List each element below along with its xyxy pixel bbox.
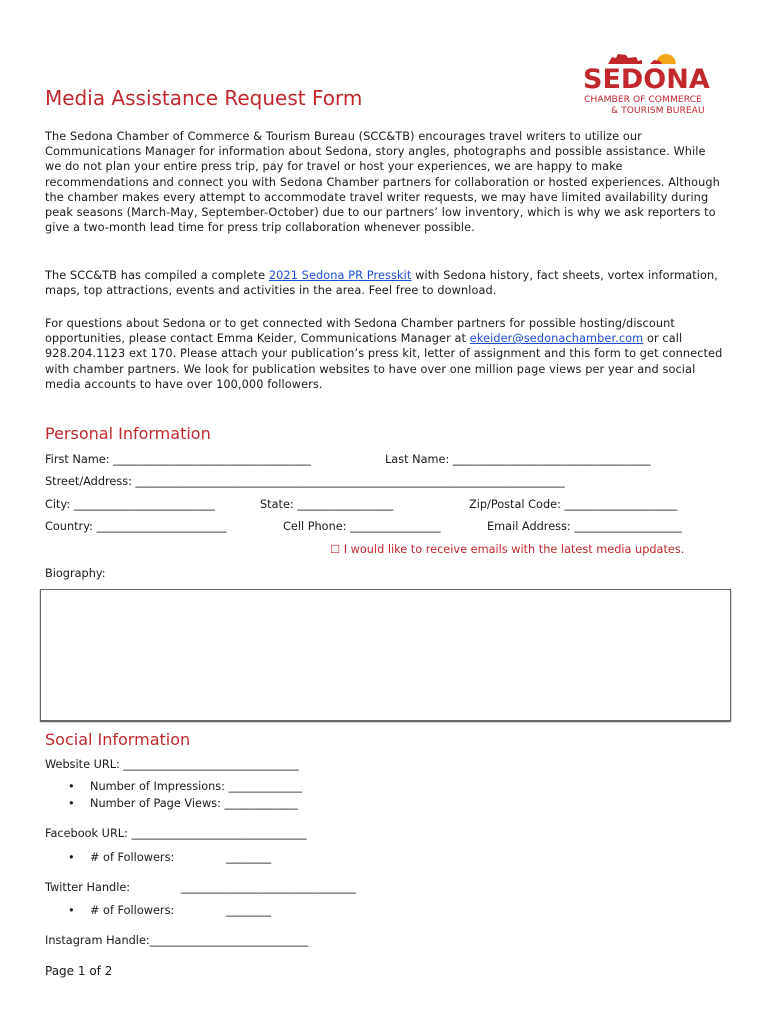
email-address-field[interactable]: Email Address: ___________________: [487, 520, 682, 533]
facebook-url-field[interactable]: Facebook URL: _______________________________: [45, 827, 307, 840]
contact-text-before: For questions about Sedona or to get connected with Sedona Chamber partners for possible hosting/discount opportunities, please contact Emma Keider, Communications Manager at: [45, 317, 675, 346]
page-number: Page 1 of 2: [45, 964, 113, 978]
instagram-handle-field[interactable]: Instagram Handle:____________________________: [45, 934, 308, 947]
cell-phone-field[interactable]: Cell Phone: ________________: [283, 520, 441, 533]
intro-paragraph: The Sedona Chamber of Commerce & Tourism Bureau (SCC&TB) encourages travel writers to utilize our Communications Manager for information about Sedona, story angles, photographs and possible assistance. While we do not plan your entire press trip, pay for travel or host your experiences, we are happy to make recommendations and connect you with Sedona Chamber partners for collaboration or hosted experiences. Although the chamber makes every attempt to accommodate travel writer requests, we may have limited availability during peak seasons (March-May, September-October) due to our partners’ low inventory, which is why we ask reporters to give a two-month lead time for press trip collaboration whenever possible.: [45, 130, 720, 235]
social-info-heading: Social Information: [45, 730, 191, 749]
country-field[interactable]: Country: _______________________: [45, 520, 227, 533]
red-rock-shape: [608, 54, 642, 64]
facebook-followers-label: # of Followers:: [90, 851, 175, 864]
bullet: •: [68, 851, 75, 864]
biography-textarea[interactable]: [40, 589, 731, 721]
logo-graphic: [578, 44, 724, 116]
personal-info-heading: Personal Information: [45, 424, 211, 443]
page-title: Media Assistance Request Form: [45, 86, 363, 110]
twitter-handle-label: Twitter Handle:: [45, 881, 131, 894]
bullet: •: [68, 904, 75, 917]
state-field[interactable]: State: _________________: [260, 498, 394, 511]
biography-label: Biography:: [45, 567, 106, 580]
presskit-text-after: with Sedona history, fact sheets, vortex information, maps, top attractions, events and activities in the area. Feel free to download.: [45, 269, 718, 298]
website-url-field[interactable]: Website URL: _______________________________: [45, 758, 299, 771]
page-views-field[interactable]: Number of Page Views: _____________: [90, 797, 298, 810]
impressions-field[interactable]: Number of Impressions: _____________: [90, 780, 302, 793]
presskit-paragraph: [45, 268, 725, 298]
bullet: •: [68, 797, 75, 810]
contact-paragraph: [45, 316, 725, 392]
logo-line-2: & TOURISM BUREAU: [611, 105, 705, 116]
email-updates-checkbox[interactable]: ☐ I would like to receive emails with the latest media updates.: [330, 543, 685, 556]
last-name-field[interactable]: Last Name: ___________________________________: [385, 453, 651, 466]
contact-email-link[interactable]: ekeider@sedonachamber.com: [469, 332, 644, 346]
contact-text-after: or call 928.204.1123 ext 170. Please attach your publication’s press kit, letter of assignment and this form to get connected with chamber partners. We look for publication websites to have over one million page views per year and social media accounts to have over 100,000 followers.: [45, 332, 723, 391]
street-address-field[interactable]: Street/Address: ____________________________________________________________________________: [45, 475, 565, 488]
twitter-followers-label: # of Followers:: [90, 904, 175, 917]
logo-line-1: CHAMBER OF COMMERCE: [584, 94, 702, 105]
bullet: •: [68, 780, 75, 793]
presskit-text-before: The SCC&TB has compiled a complete: [45, 269, 269, 282]
sedona-chamber-logo: [578, 44, 724, 116]
twitter-handle-field[interactable]: _______________________________: [181, 881, 357, 894]
presskit-link[interactable]: 2021 Sedona PR Presskit: [268, 269, 412, 282]
first-name-field[interactable]: First Name: ___________________________________: [45, 453, 311, 466]
logo-word: SEDONA: [583, 64, 710, 95]
twitter-followers-field[interactable]: ________: [226, 904, 272, 917]
zip-field[interactable]: Zip/Postal Code: ____________________: [469, 498, 678, 511]
facebook-followers-field[interactable]: ________: [226, 851, 272, 864]
city-field[interactable]: City: _________________________: [45, 498, 215, 511]
